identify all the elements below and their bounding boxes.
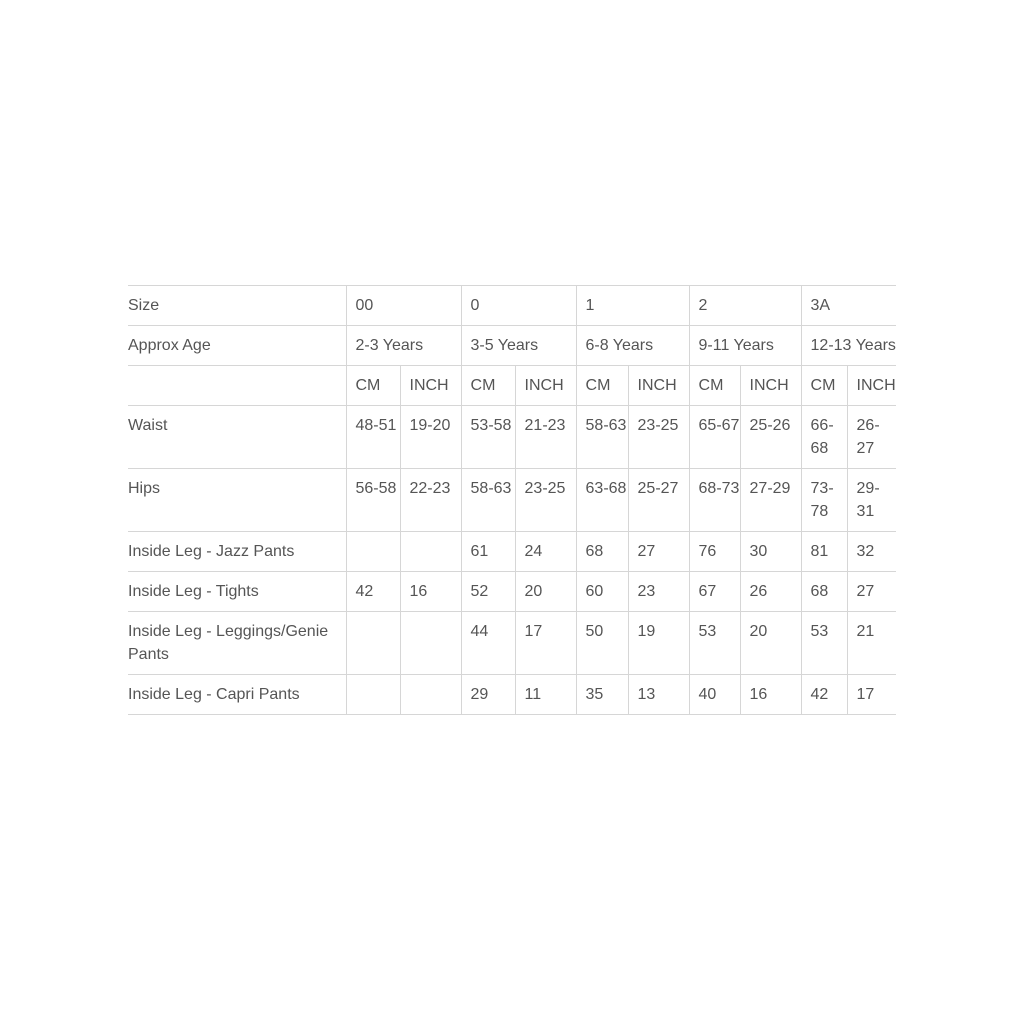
unit-cm: CM xyxy=(346,366,400,406)
unit-inch: INCH xyxy=(400,366,461,406)
size-header-label: Size xyxy=(128,286,346,326)
measurement-row xyxy=(128,406,896,469)
unit-row-label xyxy=(128,366,346,406)
value-cm-cell: 56-58 xyxy=(346,469,400,532)
value-inch-cell: 19-20 xyxy=(400,406,461,469)
value-inch-cell: 22-23 xyxy=(400,469,461,532)
value-cm-cell xyxy=(346,612,400,675)
value-inch-cell: 17 xyxy=(515,612,576,675)
size-0-header: 0 xyxy=(461,286,576,326)
value-inch-cell: 19 xyxy=(628,612,689,675)
unit-inch: INCH xyxy=(740,366,801,406)
value-inch-cell: 20 xyxy=(740,612,801,675)
value-inch-cell: 26 xyxy=(740,572,801,612)
value-inch-cell: 17 xyxy=(847,675,896,715)
measurement-row xyxy=(128,612,896,675)
value-cm-cell: 65-67 xyxy=(689,406,740,469)
age-row xyxy=(128,326,896,366)
value-inch-cell: 16 xyxy=(740,675,801,715)
measurement-row xyxy=(128,469,896,532)
value-cm-cell: 42 xyxy=(346,572,400,612)
size-header-row xyxy=(128,286,896,326)
size-chart-body xyxy=(128,286,896,715)
value-inch-cell: 25-26 xyxy=(740,406,801,469)
unit-inch: INCH xyxy=(628,366,689,406)
value-inch-cell: 25-27 xyxy=(628,469,689,532)
value-cm-cell: 58-63 xyxy=(461,469,515,532)
value-inch-cell: 21-23 xyxy=(515,406,576,469)
age-size-3a: 12-13 Years xyxy=(801,326,896,366)
value-inch-cell: 21 xyxy=(847,612,896,675)
measurement-label: Waist xyxy=(128,406,346,469)
age-size-1: 6-8 Years xyxy=(576,326,689,366)
measurement-row xyxy=(128,532,896,572)
value-inch-cell: 13 xyxy=(628,675,689,715)
measurement-row xyxy=(128,675,896,715)
unit-cm: CM xyxy=(801,366,847,406)
value-cm-cell: 68 xyxy=(576,532,628,572)
unit-cm: CM xyxy=(576,366,628,406)
value-cm-cell: 53 xyxy=(689,612,740,675)
value-cm-cell: 63-68 xyxy=(576,469,628,532)
age-size-00: 2-3 Years xyxy=(346,326,461,366)
value-cm-cell: 81 xyxy=(801,532,847,572)
value-cm-cell: 60 xyxy=(576,572,628,612)
measurement-label: Inside Leg - Capri Pants xyxy=(128,675,346,715)
value-inch-cell: 30 xyxy=(740,532,801,572)
value-cm-cell: 67 xyxy=(689,572,740,612)
value-inch-cell: 23-25 xyxy=(628,406,689,469)
unit-row xyxy=(128,366,896,406)
value-inch-cell: 27-29 xyxy=(740,469,801,532)
value-cm-cell: 50 xyxy=(576,612,628,675)
value-cm-cell: 73-78 xyxy=(801,469,847,532)
value-inch-cell: 23-25 xyxy=(515,469,576,532)
value-inch-cell: 16 xyxy=(400,572,461,612)
measurement-label: Inside Leg - Leggings/Genie Pants xyxy=(128,612,346,675)
value-cm-cell: 68 xyxy=(801,572,847,612)
value-cm-cell: 52 xyxy=(461,572,515,612)
value-cm-cell: 29 xyxy=(461,675,515,715)
value-cm-cell: 58-63 xyxy=(576,406,628,469)
value-cm-cell: 44 xyxy=(461,612,515,675)
size-chart-table xyxy=(128,285,896,715)
value-cm-cell: 35 xyxy=(576,675,628,715)
age-row-label: Approx Age xyxy=(128,326,346,366)
value-inch-cell: 26-27 xyxy=(847,406,896,469)
value-cm-cell: 53-58 xyxy=(461,406,515,469)
value-cm-cell: 61 xyxy=(461,532,515,572)
measurement-label: Inside Leg - Jazz Pants xyxy=(128,532,346,572)
value-inch-cell: 23 xyxy=(628,572,689,612)
value-inch-cell: 11 xyxy=(515,675,576,715)
size-chart-container xyxy=(128,285,896,715)
size-00-header: 00 xyxy=(346,286,461,326)
size-3a-header: 3A xyxy=(801,286,896,326)
unit-cm: CM xyxy=(461,366,515,406)
value-cm-cell: 40 xyxy=(689,675,740,715)
value-inch-cell xyxy=(400,532,461,572)
value-cm-cell xyxy=(346,532,400,572)
value-inch-cell: 29-31 xyxy=(847,469,896,532)
value-cm-cell xyxy=(346,675,400,715)
measurement-label: Hips xyxy=(128,469,346,532)
age-size-0: 3-5 Years xyxy=(461,326,576,366)
measurement-row xyxy=(128,572,896,612)
unit-inch: INCH xyxy=(515,366,576,406)
value-inch-cell: 27 xyxy=(847,572,896,612)
value-cm-cell: 66-68 xyxy=(801,406,847,469)
value-inch-cell: 20 xyxy=(515,572,576,612)
size-1-header: 1 xyxy=(576,286,689,326)
size-2-header: 2 xyxy=(689,286,801,326)
measurement-label: Inside Leg - Tights xyxy=(128,572,346,612)
value-cm-cell: 68-73 xyxy=(689,469,740,532)
value-inch-cell xyxy=(400,675,461,715)
value-cm-cell: 53 xyxy=(801,612,847,675)
value-cm-cell: 48-51 xyxy=(346,406,400,469)
value-cm-cell: 76 xyxy=(689,532,740,572)
unit-inch: INCH xyxy=(847,366,896,406)
value-cm-cell: 42 xyxy=(801,675,847,715)
value-inch-cell: 32 xyxy=(847,532,896,572)
age-size-2: 9-11 Years xyxy=(689,326,801,366)
value-inch-cell xyxy=(400,612,461,675)
value-inch-cell: 27 xyxy=(628,532,689,572)
unit-cm: CM xyxy=(689,366,740,406)
value-inch-cell: 24 xyxy=(515,532,576,572)
